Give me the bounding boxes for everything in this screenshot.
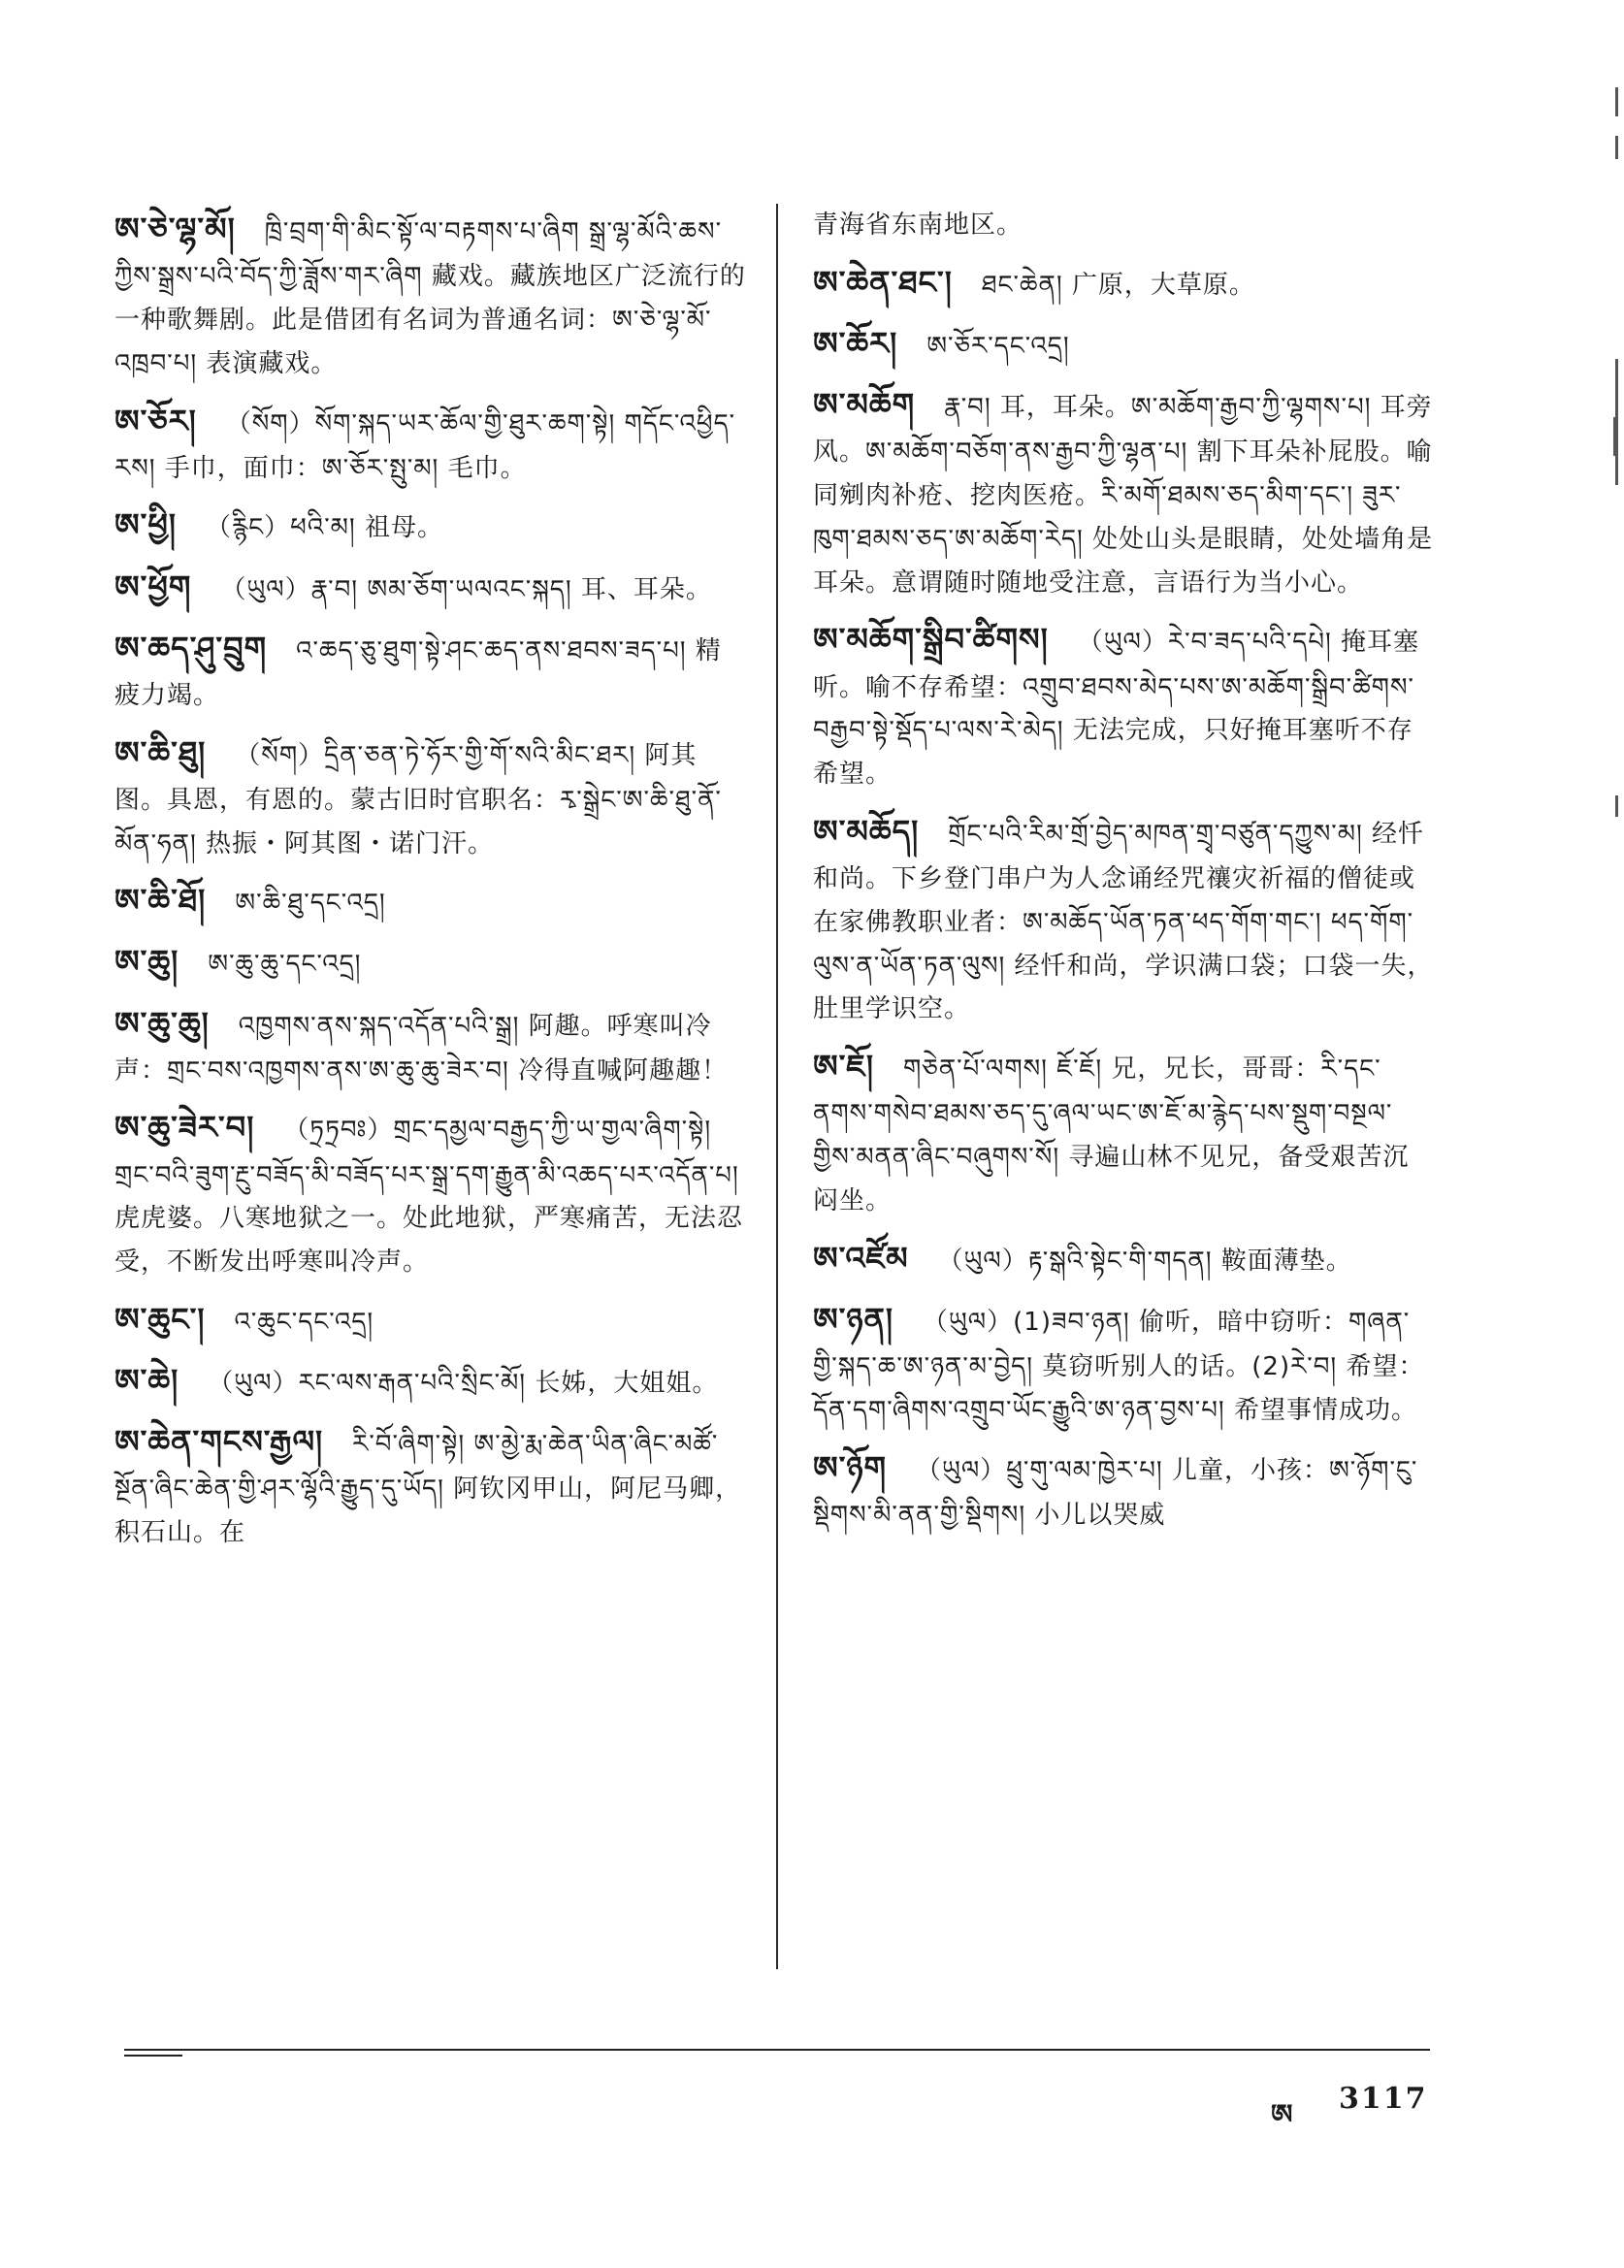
left-column bbox=[114, 204, 747, 1565]
dictionary-entry bbox=[114, 204, 747, 386]
dictionary-entry bbox=[114, 728, 747, 866]
entry-definition: （སོག）སོག་སྐད་ཡར་ཆོལ་གྱི་ཐུར་ཆག་སྟེ། གདོང་འཕྱིད་རས། 手巾，面巾：ཨ་ཅོར་སྤུ་མ། 毛巾。 bbox=[114, 408, 736, 483]
entry-definition: （ཡུལ）རྣ་བ། ཨམ་ཅོག་ཡལའང་སྐད། 耳、耳朵。 bbox=[220, 574, 712, 604]
dictionary-entry bbox=[114, 1355, 747, 1407]
dictionary-entry bbox=[813, 1041, 1434, 1223]
entry-definition: ཨ་ཆུ་ཆུ་དང་འདྲ། bbox=[208, 950, 362, 980]
entry-headword: ཨ་ཆོར། bbox=[813, 324, 898, 362]
entry-headword: ཨ་ཆུང་། bbox=[114, 1301, 206, 1339]
entry-headword: ཨ་ཅེ་ལྷ་མོ། bbox=[114, 211, 236, 247]
dictionary-entry bbox=[813, 1294, 1434, 1433]
entry-definition: གཅེན་པོ་ལགས། ཇོ་ཇོ། 兄，兄长，哥哥：རི་དང་ནགས་གསེབ་ཐམས་ཅད་དུ་ཞལ་ཡང་ཨ་ཇོ་མ་རྙེད་པས་སྡུག་བསྔལ་གྱིས་མནན་ཞིང་བཞུགས་སོ། 寻遍山林不见兄，备受艰苦沉闷坐。 bbox=[813, 1054, 1410, 1216]
dictionary-entry bbox=[114, 562, 747, 613]
entry-definition: གྲོང་པའི་རིམ་གྲོ་བྱེད་མཁན་གྲྭ་བཙུན་དཀྱུས་མ། 经忏和尚。下乡登门串户为人念诵经咒禳灾祈福的僧徒或在家佛教职业者：ཨ་མཆོད་ཡོན་ཏན་ཕད་གོག་གང་། ཕད་གོག་ལུས་ན་ཡོན་ཏན་ལུས། 经忏和尚，学识满口袋；口袋一失，肚里学识空。 bbox=[813, 819, 1434, 1024]
entry-headword: ཨ་འཛོམ bbox=[813, 1239, 909, 1277]
dictionary-entry bbox=[813, 318, 1434, 370]
dictionary-entry bbox=[813, 1233, 1434, 1284]
dictionary-entry bbox=[813, 257, 1434, 308]
dictionary-entry bbox=[114, 1102, 747, 1284]
entry-headword: ཨ་མཆོག bbox=[813, 386, 916, 424]
entry-headword: ཨ་ཅོར། bbox=[114, 402, 197, 439]
entry-definition: （ཏྲཏྲབཿ）གྲང་དམྱལ་བརྒྱད་ཀྱི་ཡ་གྱལ་ཞིག་སྟེ། གྲང་བའི་ཟུག་རྔུ་བཟོད་མི་བཟོད་པར་སྒྲ་དག་རྒྱུན་མི་འཆད་པར་འདོན་པ། 虎虎婆。八寒地狱之一。处此地狱，严寒痛苦，无法忍受，不断发出呼寒叫冷声。 bbox=[114, 1116, 744, 1278]
dictionary-entry bbox=[114, 1294, 747, 1345]
entry-headword: ཨ་ཆེན་གངས་རྒྱལ། bbox=[114, 1423, 324, 1461]
dictionary-entry bbox=[813, 614, 1434, 796]
entry-headword: ཨ་ཇོ། bbox=[813, 1048, 874, 1085]
footer-rule-stub bbox=[124, 2055, 182, 2057]
entry-definition: ཨ་ཅོར་དང་འདྲ། bbox=[926, 331, 1070, 361]
entry-headword: ཨ་ཉོག bbox=[813, 1448, 888, 1486]
entry-definition: 青海省东南地区。 bbox=[813, 211, 1023, 240]
entry-headword: ཨ་ཆུ་ཟེར་བ། bbox=[114, 1109, 255, 1147]
dictionary-entry bbox=[114, 500, 747, 551]
entry-headword: ཨ་ཆུ་ཆུ། bbox=[114, 1004, 210, 1042]
entry-definition: （ཡུལ）རང་ལས་རྒན་པའི་སྲིང་མོ། 长姊，大姐姐。 bbox=[208, 1369, 719, 1399]
entry-definition: （ཡུལ）རྟ་སྒའི་སྟེང་གི་གདན། 鞍面薄垫。 bbox=[937, 1246, 1352, 1276]
entry-headword: ཨ་ཆུ། bbox=[114, 943, 179, 981]
dictionary-entry bbox=[813, 204, 1434, 247]
dictionary-entry bbox=[114, 998, 747, 1093]
dictionary-entry bbox=[114, 875, 747, 926]
entry-definition: （སོག）དྲིན་ཅན་ཏེ་ཧོར་གྱི་གོ་སའི་མིང་ཐར། 阿其图。具恩，有恩的。蒙古旧时官职名：རྭ་སྒྲེང་ཨ་ཆི་ཐུ་ནོ་མོན་ཧན། 热振・阿其图・诺门汗。 bbox=[114, 740, 722, 859]
entry-definition: （རྙིང）ཕའི་མ། 祖母。 bbox=[205, 513, 443, 543]
entry-headword: ཨ་ཆི་ཐུ། bbox=[114, 733, 207, 771]
page-number: 3117 bbox=[1339, 2082, 1428, 2116]
entry-definition: ཐང་ཆེན། 广原，大草原。 bbox=[981, 270, 1255, 300]
entry-headword: ཨ་ཕྱི། bbox=[114, 506, 177, 544]
entry-headword: ཨ་མཆོག་སྒྲིབ་ཚིགས། bbox=[813, 621, 1049, 659]
dictionary-entry bbox=[114, 396, 747, 491]
entry-definition: འ་ཆད་ཅུ་ཐུག་སྟེ་ཤང་ཆད་ནས་ཐབས་ཟད་པ། 精疲力竭。 bbox=[114, 635, 722, 710]
entry-headword: ཨ་ཆི་ཐོ། bbox=[114, 882, 207, 920]
dictionary-entry bbox=[114, 1416, 747, 1555]
section-letter: ཨ bbox=[1271, 2098, 1293, 2130]
entry-headword: ཨ་ཕྱོག bbox=[114, 567, 192, 605]
footer-rule bbox=[124, 2049, 1430, 2051]
entry-headword: ཨ་ཆེན་ཐང་། bbox=[813, 263, 953, 301]
entry-headword: ཨ་ཆད་ཤུ་བྲུག bbox=[114, 629, 268, 666]
entry-definition: འཁྱགས་ནས་སྐད་འདོན་པའི་སྒྲ། 阿趣。呼寒叫冷声：གྲང་བས་འཁྱགས་ནས་ཨ་ཆུ་ཆུ་ཟེར་བ། 冷得直喊阿趣趣！ bbox=[114, 1011, 729, 1085]
dictionary-entry bbox=[813, 806, 1434, 1031]
entry-headword: ཨ་མཆོད། bbox=[813, 812, 920, 850]
dictionary-entry bbox=[813, 379, 1434, 604]
entry-definition: རི་བོ་ཞིག་སྟེ། ཨ་མྱེ་རྨ་ཆེན་ཡིན་ཞིང་མཚོ་སྔོན་ཞིང་ཆེན་གྱི་ཤར་ལྷོའི་རྒྱུད་དུ་ཡོད། 阿钦冈甲山，阿尼马卿，积石山。在 bbox=[114, 1430, 742, 1548]
entry-definition: ཨ་ཆི་ཐུ་དང་འདྲ། bbox=[235, 889, 386, 919]
dictionary-entry bbox=[813, 1442, 1434, 1538]
entry-definition: ཁྲི་བྲག་གི་མིང་སྟོ་ལ་བརྟགས་པ་ཞིག སྒྲ་ལྷ་མོའི་ཆས་ཀྱིས་སྒྲས་པའི་བོད་ཀྱི་ཟློས་གར་ཞིག 藏戏。藏族地区广泛流行的一种歌舞剧。此是借团有名词为普通名词：ཨ་ཅེ་ལྷ་མོ་འཁྲབ་པ། 表演藏戏。 bbox=[114, 217, 746, 378]
entry-definition: （ཡུལ）རེ་བ་ཟད་པའི་དཔེ། 掩耳塞听。喻不存希望：འགྲུབ་ཐབས་མེད་པས་ཨ་མཆོག་སྒྲིབ་ཚིགས་བརྒྱབ་སྟེ་སྡོད་པ་ལས་རེ་མེད། 无法完成，只好掩耳塞听不存希望。 bbox=[813, 628, 1420, 790]
entry-definition: འ་ཆུང་དང་འདྲ། bbox=[234, 1308, 374, 1338]
dictionary-entry bbox=[114, 936, 747, 988]
entry-headword: ཨ་ཉན། bbox=[813, 1300, 893, 1338]
entry-headword: ཨ་ཆེ། bbox=[114, 1362, 179, 1400]
right-column bbox=[813, 204, 1434, 1547]
entry-definition: རྣ་བ། 耳，耳朵。ཨ་མཆོག་རྒྱབ་ཀྱི་ལྷགས་པ། 耳旁风。ཨ་མཆོག་བཅོག་ནས་རྒྱབ་ཀྱི་ལྷན་པ། 割下耳朵补屁股。喻同剜肉补疮、挖肉医疮。རི་མགོ་ཐམས་ཅད་མིག་དང་། ཟུར་ཁུག་ཐམས་ཅད་ཨ་མཆོག་རེད། 处处山头是眼睛，处处墙角是耳朵。意谓随时随地受注意，言语行为当小心。 bbox=[813, 393, 1434, 598]
dictionary-entry bbox=[114, 623, 747, 718]
column-divider bbox=[776, 204, 778, 1969]
entry-definition: （ཡུལ）ཕྲུ་གུ་ལམ་ཁྱེར་པ། 儿童，小孩：ཨ་ཉོག་ངུ་སྡིགས་མི་ནན་གྱི་སྡིགས། 小儿以哭威 bbox=[813, 1455, 1418, 1530]
entry-definition: （ཡུལ）(1)ཟབ་ཉན། 偷听，暗中窃听：གཞན་གྱི་སྐད་ཆ་ཨ་ཉན་མ་བྱེད། 莫窃听别人的话。(2)རེ་བ། 希望：དོན་དག་ཞིགས་འགྲུབ་ཡོང་རྒྱུའི་ཨ་ཉན་བྱས་པ། 希望事情成功。 bbox=[813, 1307, 1425, 1425]
